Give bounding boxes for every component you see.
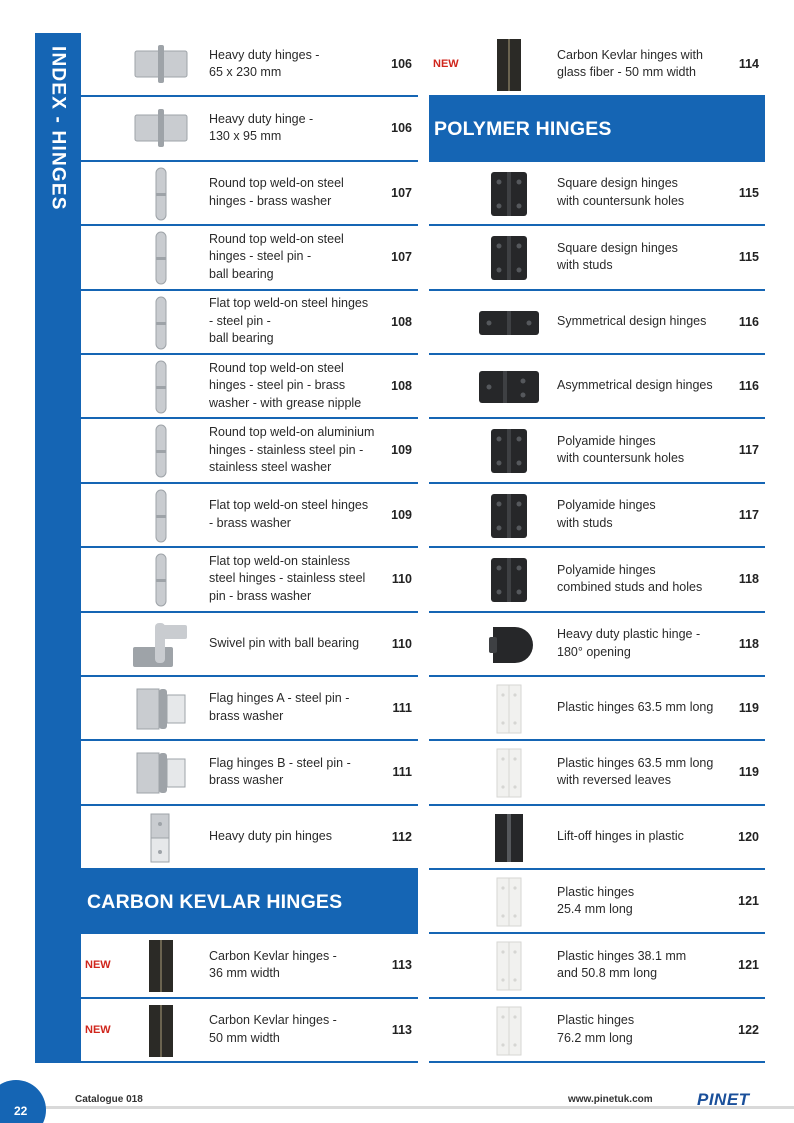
index-row[interactable] [429, 291, 765, 355]
index-row[interactable] [81, 419, 418, 483]
plastic-hinge-icon [475, 938, 543, 994]
page-reference[interactable]: 122 [738, 1022, 759, 1037]
index-row[interactable] [81, 677, 418, 741]
index-row[interactable] [81, 226, 418, 290]
section-header-carbon-kevlar [81, 870, 418, 934]
page-reference[interactable]: 115 [738, 250, 759, 265]
weld-on-hinge-icon [127, 488, 195, 544]
description-line: 36 mm width [209, 966, 280, 981]
description-line: Round top weld-on aluminium [209, 425, 375, 440]
row-description [557, 162, 737, 224]
website-link[interactable]: www.pinetuk.com [568, 1094, 653, 1105]
index-row[interactable] [81, 741, 418, 805]
description-line: washer - with grease nipple [209, 395, 362, 410]
description-line: Polyamide hinges [557, 498, 656, 513]
description-line: Round top weld-on steel [209, 231, 344, 246]
index-row[interactable] [81, 548, 418, 612]
row-description [209, 226, 389, 288]
plastic-hinge-icon [475, 874, 543, 930]
row-description [209, 291, 389, 353]
row-description [557, 870, 737, 932]
asymmetrical-hinge-icon [475, 359, 543, 415]
row-description [557, 613, 737, 675]
lift-off-hinge-icon [475, 810, 543, 866]
page-reference[interactable]: 110 [391, 572, 412, 587]
square-hinge-icon [475, 166, 543, 222]
description-line: steel hinges - stainless steel [209, 571, 366, 586]
page-reference[interactable]: 106 [391, 121, 412, 136]
flag-hinge-icon [127, 681, 195, 737]
new-badge: NEW [85, 959, 111, 972]
description-line: pin - brass washer [209, 588, 312, 603]
heavy-duty-hinge-icon [127, 37, 195, 93]
description-line: Flat top weld-on steel hinges [209, 498, 369, 513]
description-line: Swivel pin with ball bearing [209, 635, 360, 650]
weld-on-hinge-icon [127, 230, 195, 286]
row-description [557, 226, 737, 288]
row-description [557, 934, 737, 996]
page-reference[interactable]: 116 [738, 314, 759, 329]
index-row[interactable] [429, 870, 765, 934]
page-reference[interactable]: 119 [738, 765, 759, 780]
weld-on-hinge-icon [127, 552, 195, 608]
page-number: 22 [14, 1104, 28, 1118]
description-line: with countersunk holes [557, 193, 685, 208]
weld-on-hinge-icon [127, 295, 195, 351]
row-description [557, 741, 737, 803]
row-description [209, 419, 389, 481]
row-description [557, 999, 737, 1061]
index-row[interactable] [81, 33, 418, 97]
page-reference[interactable]: 106 [391, 57, 412, 71]
plastic-hinge-180-icon [475, 617, 543, 673]
carbon-glass-hinge-icon [475, 37, 543, 93]
description-line: Flag hinges A - steel pin - [209, 691, 350, 706]
heavy-duty-hinge-icon [127, 101, 195, 157]
catalogue-label: Catalogue 018 [75, 1094, 143, 1105]
index-row[interactable] [81, 355, 418, 419]
row-description [209, 355, 389, 417]
row-description [209, 934, 389, 996]
page-reference[interactable]: 107 [391, 185, 412, 200]
page-reference[interactable]: 121 [738, 894, 759, 909]
description-line: 180° opening [557, 644, 631, 659]
row-description [209, 677, 389, 739]
plastic-hinge-icon [475, 1003, 543, 1059]
page-number-badge [0, 1080, 46, 1123]
brand-logo: PINET [697, 1090, 750, 1109]
description-line: hinges - stainless steel pin - [209, 442, 364, 457]
description-line: with countersunk holes [557, 451, 685, 466]
description-line: Symmetrical design hinges [557, 313, 707, 328]
index-row[interactable] [429, 162, 765, 226]
swivel-pin-icon [127, 617, 195, 673]
row-description [557, 419, 737, 481]
row-description [557, 484, 737, 546]
description-line: ball bearing [209, 331, 274, 346]
page-reference[interactable]: 115 [738, 185, 759, 200]
page-reference[interactable]: 120 [738, 829, 759, 844]
flag-hinge-icon [127, 745, 195, 801]
description-line: Square design hinges [557, 176, 678, 191]
row-description [557, 291, 737, 353]
description-line: Plastic hinges 63.5 mm long [557, 700, 714, 715]
row-description [557, 548, 737, 610]
index-row[interactable] [81, 934, 418, 998]
description-line: with studs [557, 258, 613, 273]
index-row[interactable] [429, 484, 765, 548]
page-reference[interactable]: 119 [738, 700, 759, 715]
index-row[interactable] [429, 419, 765, 483]
row-description [209, 741, 389, 803]
description-line: Polyamide hinges [557, 562, 656, 577]
index-row[interactable] [429, 934, 765, 998]
page-reference[interactable]: 111 [392, 700, 412, 715]
page-reference[interactable]: 117 [738, 443, 759, 458]
description-line: hinges - steel pin - brass [209, 378, 346, 393]
description-line: Round top weld-on steel [209, 176, 344, 191]
description-line: Heavy duty pin hinges [209, 828, 332, 843]
description-line: hinges - brass washer [209, 193, 332, 208]
description-line: Asymmetrical design hinges [557, 378, 713, 393]
footer-divider [0, 1106, 794, 1109]
row-description [557, 355, 737, 417]
row-description [209, 162, 389, 224]
page-reference[interactable]: 110 [391, 636, 412, 651]
page-reference[interactable]: 114 [738, 57, 759, 71]
carbon-hinge-icon [127, 938, 195, 994]
description-line: 65 x 230 mm [209, 65, 282, 79]
page-reference[interactable]: 107 [391, 250, 412, 265]
index-row[interactable] [81, 999, 418, 1063]
weld-on-hinge-icon [127, 359, 195, 415]
index-row[interactable] [429, 741, 765, 805]
page-reference[interactable]: 118 [738, 572, 759, 587]
section-header-polymer [429, 97, 765, 161]
description-line: 25.4 mm long [557, 902, 633, 917]
description-line: Round top weld-on steel [209, 360, 344, 375]
left-column [81, 33, 418, 1063]
description-line: Heavy duty hinge - [209, 111, 314, 126]
page-reference[interactable]: 118 [738, 636, 759, 651]
index-row[interactable] [81, 806, 418, 870]
new-badge: NEW [433, 58, 459, 70]
row-description [209, 33, 389, 95]
description-line: Lift-off hinges in plastic [557, 828, 684, 843]
polyamide-hinge-icon [475, 488, 543, 544]
description-line: stainless steel washer [209, 460, 332, 475]
page-reference[interactable]: 117 [738, 507, 759, 522]
page-reference[interactable]: 109 [391, 507, 412, 522]
page-reference[interactable]: 116 [738, 378, 759, 393]
description-line: Plastic hinges 63.5 mm long [557, 755, 714, 770]
index-row[interactable] [81, 97, 418, 161]
new-badge: NEW [85, 1023, 111, 1036]
row-description [209, 999, 389, 1061]
page-reference[interactable]: 121 [738, 958, 759, 973]
page-reference[interactable]: 111 [392, 765, 412, 780]
sidebar-title: INDEX - HINGES [47, 46, 69, 211]
square-hinge-icon [475, 230, 543, 286]
section-title: POLYMER HINGES [434, 118, 612, 141]
row-description [557, 806, 737, 868]
description-line: brass washer [209, 708, 284, 723]
page-reference[interactable]: 108 [391, 314, 412, 329]
index-row[interactable] [429, 226, 765, 290]
page-reference[interactable]: 109 [391, 443, 412, 458]
row-description [209, 548, 389, 610]
description-line: Flat top weld-on steel hinges [209, 296, 369, 311]
index-row[interactable] [429, 548, 765, 612]
description-line: and 50.8 mm long [557, 966, 658, 981]
description-line: Carbon Kevlar hinges - [209, 948, 337, 963]
description-line: Plastic hinges 38.1 mm [557, 948, 687, 963]
row-description [209, 806, 389, 868]
description-line: Carbon Kevlar hinges with [557, 47, 703, 62]
plastic-hinge-icon [475, 681, 543, 737]
description-line: Plastic hinges [557, 884, 635, 899]
index-row[interactable] [81, 484, 418, 548]
description-line: Polyamide hinges [557, 433, 656, 448]
index-row[interactable] [429, 355, 765, 419]
description-line: glass fiber - 50 mm width [557, 65, 696, 79]
index-row[interactable] [429, 33, 765, 97]
index-row[interactable] [429, 613, 765, 677]
section-title: CARBON KEVLAR HINGES [87, 890, 343, 913]
pin-hinge-icon [127, 810, 195, 866]
plastic-hinge-icon [475, 745, 543, 801]
row-description [557, 677, 737, 739]
page-reference[interactable]: 108 [391, 378, 412, 393]
description-line: combined studs and holes [557, 580, 703, 595]
row-description [557, 33, 737, 95]
description-line: Flag hinges B - steel pin - [209, 755, 351, 770]
row-description [209, 484, 389, 546]
description-line: Carbon Kevlar hinges - [209, 1013, 337, 1028]
description-line: with reversed leaves [557, 773, 671, 788]
index-row[interactable] [81, 291, 418, 355]
index-row[interactable] [429, 806, 765, 870]
description-line: Plastic hinges [557, 1013, 635, 1028]
description-line: - brass washer [209, 515, 291, 530]
description-line: Flat top weld-on stainless [209, 553, 351, 568]
polyamide-hinge-icon [475, 423, 543, 479]
index-row[interactable] [81, 162, 418, 226]
description-line: hinges - steel pin - [209, 249, 312, 264]
index-row[interactable] [429, 677, 765, 741]
description-line: Square design hinges [557, 240, 678, 255]
index-row[interactable] [81, 613, 418, 677]
polyamide-hinge-icon [475, 552, 543, 608]
symmetrical-hinge-icon [475, 295, 543, 351]
page-reference[interactable]: 113 [391, 958, 412, 973]
description-line: - steel pin - [209, 313, 271, 328]
description-line: with studs [557, 515, 613, 530]
row-description [209, 97, 389, 159]
description-line: Heavy duty hinges - [209, 47, 320, 62]
right-column [429, 33, 765, 1063]
description-line: 130 x 95 mm [209, 129, 282, 144]
row-description [209, 613, 389, 675]
weld-on-hinge-icon [127, 166, 195, 222]
weld-on-hinge-icon [127, 423, 195, 479]
page-reference[interactable]: 113 [391, 1022, 412, 1037]
index-row[interactable] [429, 999, 765, 1063]
carbon-hinge-icon [127, 1003, 195, 1059]
description-line: 76.2 mm long [557, 1030, 633, 1045]
description-line: brass washer [209, 773, 284, 788]
description-line: Heavy duty plastic hinge - [557, 627, 701, 642]
page-reference[interactable]: 112 [391, 829, 412, 844]
description-line: 50 mm width [209, 1030, 280, 1045]
description-line: ball bearing [209, 266, 274, 281]
